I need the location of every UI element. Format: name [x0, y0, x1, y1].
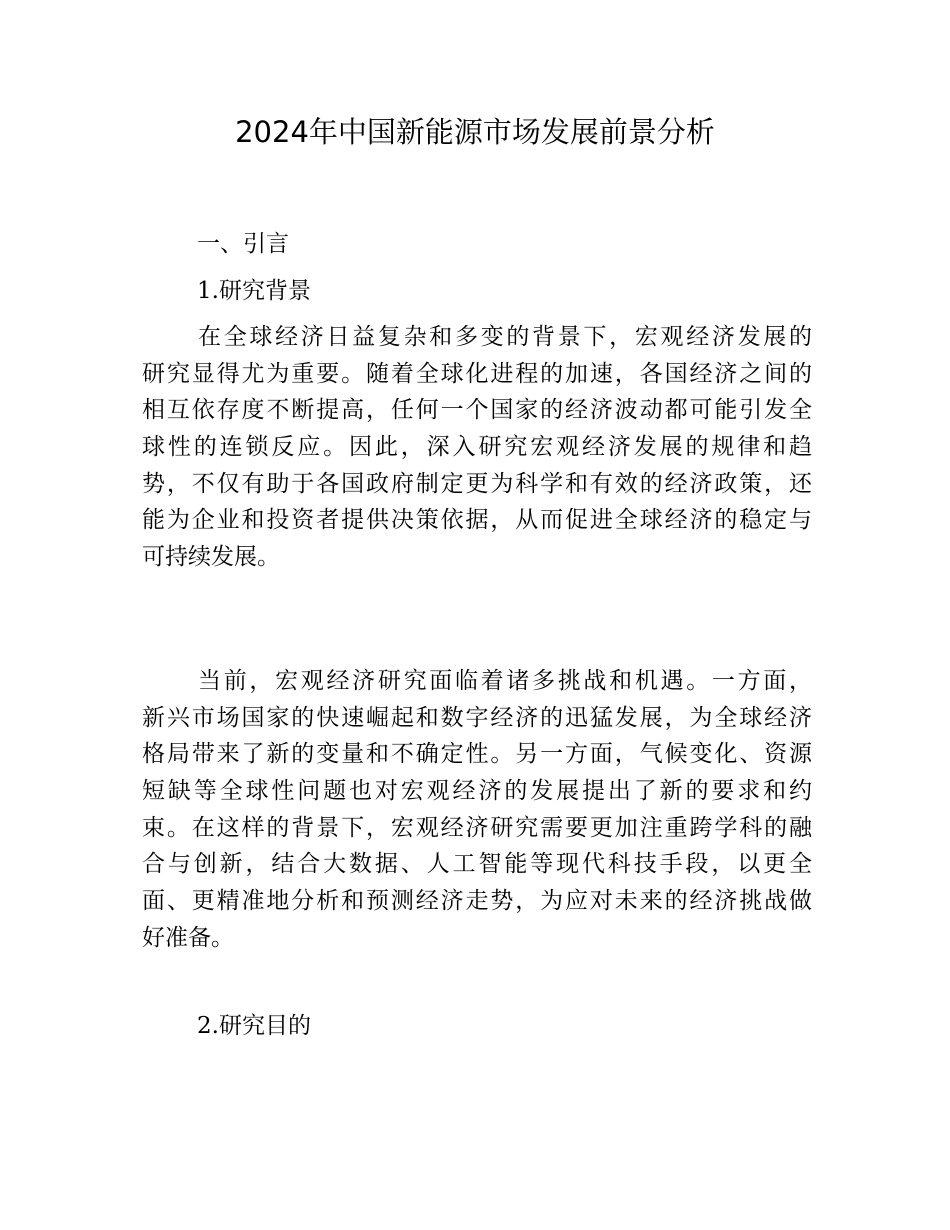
subsection-heading-research-background: 1.研究背景	[197, 278, 311, 304]
paragraph-research-background-1	[142, 319, 812, 576]
paragraph-line: 当前，宏观经济研究面临着诸多挑战和机遇。一方面，	[198, 668, 812, 694]
paragraph-line: 束。在这样的背景下，宏观经济研究需要更加注重跨学科的融	[142, 814, 812, 841]
subsection-heading-research-purpose: 2.研究目的	[197, 1013, 311, 1039]
paragraph-line: 能为企业和投资者提供决策依据，从而促进全球经济的稳定与	[142, 507, 812, 534]
document-title: 2024年中国新能源市场发展前景分析	[235, 115, 715, 149]
paragraph-line: 相互依存度不断提高，任何一个国家的经济波动都可能引发全	[142, 397, 812, 424]
paragraph-line: 短缺等全球性问题也对宏观经济的发展提出了新的要求和约	[142, 778, 812, 805]
paragraph-line: 好准备。	[142, 924, 234, 951]
section-heading-introduction: 一、引言	[197, 231, 289, 257]
paragraph-line: 在全球经济日益复杂和多变的背景下，宏观经济发展的	[198, 324, 812, 350]
paragraph-line: 势，不仅有助于各国政府制定更为科学和有效的经济政策，还	[142, 470, 812, 497]
paragraph-line: 新兴市场国家的快速崛起和数字经济的迅猛发展，为全球经济	[142, 704, 812, 731]
paragraph-research-background-2	[142, 663, 812, 957]
paragraph-line: 可持续发展。	[142, 544, 280, 571]
paragraph-line: 研究显得尤为重要。随着全球化进程的加速，各国经济之间的	[142, 360, 812, 387]
paragraph-line: 格局带来了新的变量和不确定性。另一方面，气候变化、资源	[142, 741, 812, 768]
paragraph-line: 球性的连锁反应。因此，深入研究宏观经济发展的规律和趋	[142, 434, 812, 461]
paragraph-line: 合与创新，结合大数据、人工智能等现代科技手段，以更全	[142, 851, 812, 878]
paragraph-line: 面、更精准地分析和预测经济走势，为应对未来的经济挑战做	[142, 888, 812, 915]
